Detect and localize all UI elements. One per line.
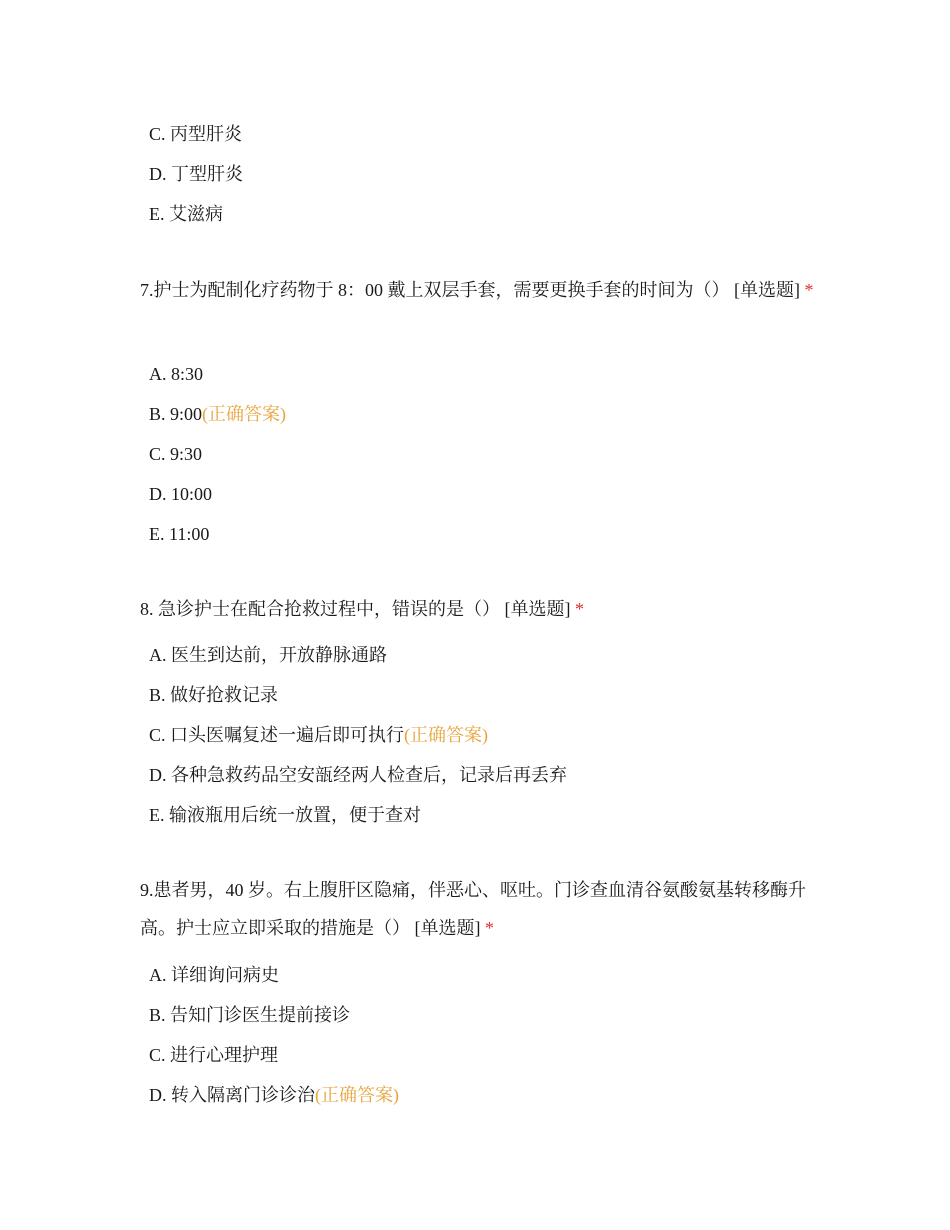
option-label: E. 11:00 (149, 524, 210, 544)
required-marker: * (804, 280, 814, 300)
q7-option-c[interactable] (149, 443, 202, 465)
correct-answer-marker: (正确答案) (404, 725, 489, 745)
correct-answer-marker: (正确答案) (315, 1085, 399, 1105)
q7-option-d[interactable] (149, 483, 212, 505)
q7-option-a[interactable] (149, 363, 203, 385)
option-label: E. 艾滋病 (149, 204, 223, 224)
q8-option-a[interactable] (149, 644, 387, 666)
q8-option-b[interactable] (149, 684, 278, 706)
option-label: D. 10:00 (149, 484, 212, 504)
q8-option-c[interactable] (149, 724, 488, 746)
q8-stem (140, 590, 820, 628)
required-marker: * (485, 918, 494, 938)
q8-option-e[interactable] (149, 804, 421, 826)
correct-answer-marker: (正确答案) (202, 404, 287, 424)
q8-option-d[interactable] (149, 764, 567, 786)
option-label: A. 8:30 (149, 364, 203, 384)
q7-stem (140, 271, 820, 309)
q6-option-d[interactable] (149, 163, 243, 185)
question-text: 8. 急诊护士在配合抢救过程中，错误的是（） [单选题] (140, 599, 571, 619)
q7-option-b[interactable] (149, 403, 286, 425)
option-label: A. 详细询问病史 (149, 965, 279, 985)
q9-option-c[interactable] (149, 1044, 278, 1066)
option-label: D. 丁型肝炎 (149, 164, 243, 184)
option-label: B. 做好抢救记录 (149, 685, 279, 705)
option-label: C. 9:30 (149, 444, 203, 464)
q6-option-e[interactable] (149, 203, 223, 225)
option-label: C. 口头医嘱复述一遍后即可执行 (149, 725, 405, 745)
option-label: D. 转入隔离门诊诊治 (149, 1085, 315, 1105)
question-text: 7.护士为配制化疗药物于 8：00 戴上双层手套，需要更换手套的时间为（） [单选题] (140, 280, 800, 300)
option-label: D. 各种急救药品空安瓿经两人检查后，记录后再丢弃 (149, 765, 567, 785)
q9-stem (140, 871, 820, 947)
q7-option-e[interactable] (149, 523, 209, 545)
q9-option-d[interactable] (149, 1084, 399, 1106)
q9-option-a[interactable] (149, 964, 279, 986)
option-label: B. 9:00 (149, 404, 203, 424)
q9-option-b[interactable] (149, 1004, 350, 1026)
question-text: 9.患者男，40 岁。右上腹肝区隐痛，伴恶心、呕吐。门诊查血清谷氨酸氨基转移酶升高。护士应立即采取的措施是（） [单选题] (140, 880, 806, 938)
option-label: A. 医生到达前，开放静脉通路 (149, 645, 387, 665)
option-label: C. 进行心理护理 (149, 1045, 279, 1065)
option-label: B. 告知门诊医生提前接诊 (149, 1005, 351, 1025)
required-marker: * (575, 599, 584, 619)
option-label: E. 输液瓶用后统一放置，便于查对 (149, 805, 421, 825)
q6-option-c[interactable] (149, 123, 242, 145)
option-label: C. 丙型肝炎 (149, 124, 243, 144)
